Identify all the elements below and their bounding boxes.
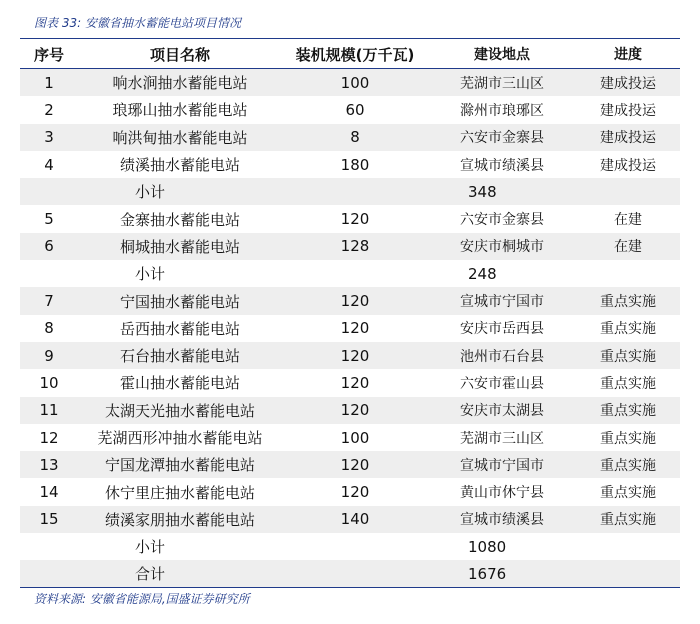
cell-no: 15 xyxy=(39,510,59,529)
subtotal-row xyxy=(20,560,680,587)
table-row xyxy=(20,369,680,396)
cell-capacity: 120 xyxy=(340,455,370,474)
cell-status: 重点实施 xyxy=(600,294,656,311)
cell-no: 14 xyxy=(39,483,59,502)
cell-name: 绩溪家朋抽水蓄能电站 xyxy=(104,510,255,529)
subtotal-value: 348 xyxy=(468,182,497,201)
cell-location: 六安市金寨县 xyxy=(460,130,544,147)
cell-location: 安庆市桐城市 xyxy=(460,239,544,256)
table-header xyxy=(20,40,680,69)
cell-capacity: 120 xyxy=(340,319,370,338)
cell-capacity: 100 xyxy=(340,428,370,447)
cell-capacity: 128 xyxy=(340,237,370,256)
cell-status: 重点实施 xyxy=(600,348,656,365)
cell-location: 芜湖市三山区 xyxy=(460,75,544,92)
cell-status: 在建 xyxy=(614,212,642,229)
cell-location: 宣城市宁国市 xyxy=(460,457,544,474)
cell-capacity: 120 xyxy=(340,373,370,392)
cell-location: 六安市金寨县 xyxy=(460,212,544,229)
cell-name: 宁国抽水蓄能电站 xyxy=(119,292,240,311)
cell-status: 重点实施 xyxy=(600,403,656,420)
table-caption: 图表 33: 安徽省抽水蓄能电站项目情况 xyxy=(34,16,241,30)
header-name: 项目名称 xyxy=(149,45,210,64)
cell-name: 岳西抽水蓄能电站 xyxy=(119,319,240,338)
table-row xyxy=(20,315,680,342)
top-rule xyxy=(20,38,680,39)
cell-capacity: 100 xyxy=(340,73,370,92)
table-row xyxy=(20,151,680,178)
header-capacity: 装机规模(万千瓦) xyxy=(295,45,415,64)
cell-name: 响水涧抽水蓄能电站 xyxy=(112,74,248,93)
subtotal-value: 1080 xyxy=(468,537,507,556)
table-row xyxy=(20,451,680,478)
cell-location: 宣城市绩溪县 xyxy=(460,157,544,174)
subtotal-label: 小计 xyxy=(135,265,166,284)
cell-no: 13 xyxy=(39,455,59,474)
cell-no: 9 xyxy=(44,346,54,365)
cell-name: 金寨抽水蓄能电站 xyxy=(119,210,240,229)
table-row xyxy=(20,287,680,314)
subtotal-label: 小计 xyxy=(135,183,166,202)
cell-name: 芜湖西形冲抽水蓄能电站 xyxy=(97,429,263,447)
cell-name: 宁国龙潭抽水蓄能电站 xyxy=(104,456,255,475)
cell-capacity: 120 xyxy=(340,210,370,229)
table-row xyxy=(20,69,680,96)
cell-status: 在建 xyxy=(614,239,642,256)
cell-name: 琅琊山抽水蓄能电站 xyxy=(112,101,248,120)
cell-capacity: 120 xyxy=(340,401,370,420)
cell-no: 10 xyxy=(39,373,59,392)
table-row xyxy=(20,506,680,533)
subtotal-row xyxy=(20,533,680,560)
cell-no: 4 xyxy=(44,155,54,174)
subtotal-value: 248 xyxy=(468,264,497,283)
cell-no: 2 xyxy=(44,100,54,119)
cell-location: 黄山市休宁县 xyxy=(460,485,544,502)
cell-location: 宣城市绩溪县 xyxy=(460,512,544,529)
cell-no: 6 xyxy=(44,237,54,256)
table-row xyxy=(20,205,680,232)
source-note: 资料来源: 安徽省能源局,国盛证券研究所 xyxy=(34,592,250,606)
cell-status: 重点实施 xyxy=(600,375,656,392)
cell-location: 安庆市太湖县 xyxy=(460,403,544,420)
cell-capacity: 120 xyxy=(340,292,370,311)
cell-status: 重点实施 xyxy=(600,512,656,529)
cell-no: 5 xyxy=(44,210,54,229)
cell-no: 12 xyxy=(39,428,59,447)
cell-status: 重点实施 xyxy=(600,321,656,338)
cell-capacity: 180 xyxy=(340,155,370,174)
cell-status: 建成投运 xyxy=(600,75,656,92)
cell-name: 休宁里庄抽水蓄能电站 xyxy=(104,483,255,502)
cell-name: 响洪甸抽水蓄能电站 xyxy=(112,128,248,147)
cell-name: 绩溪抽水蓄能电站 xyxy=(119,156,240,175)
cell-status: 重点实施 xyxy=(600,430,656,447)
cell-name: 石台抽水蓄能电站 xyxy=(119,347,240,366)
cell-capacity: 120 xyxy=(340,346,370,365)
subtotal-row xyxy=(20,260,680,287)
subtotal-label: 小计 xyxy=(135,538,166,557)
cell-capacity: 8 xyxy=(350,128,360,147)
cell-capacity: 60 xyxy=(345,100,365,119)
bottom-rule xyxy=(20,587,680,588)
cell-name: 霍山抽水蓄能电站 xyxy=(119,374,240,393)
cell-status: 建成投运 xyxy=(600,102,656,119)
cell-location: 芜湖市三山区 xyxy=(460,430,544,447)
cell-no: 11 xyxy=(39,401,59,420)
table-row xyxy=(20,124,680,151)
cell-location: 六安市霍山县 xyxy=(460,375,544,392)
cell-no: 3 xyxy=(44,128,54,147)
cell-name: 太湖天光抽水蓄能电站 xyxy=(104,401,255,420)
table-row xyxy=(20,96,680,123)
header-location: 建设地点 xyxy=(474,47,530,63)
table-row xyxy=(20,478,680,505)
cell-capacity: 120 xyxy=(340,483,370,502)
cell-location: 安庆市岳西县 xyxy=(460,321,544,338)
table-row xyxy=(20,342,680,369)
cell-no: 8 xyxy=(44,319,54,338)
cell-status: 建成投运 xyxy=(600,130,656,147)
cell-location: 池州市石台县 xyxy=(460,348,544,365)
cell-name: 桐城抽水蓄能电站 xyxy=(119,237,240,256)
cell-location: 宣城市宁国市 xyxy=(460,294,544,311)
table-body xyxy=(20,69,680,588)
project-table xyxy=(20,40,680,588)
cell-status: 重点实施 xyxy=(600,485,656,502)
subtotal-value: 1676 xyxy=(468,564,507,583)
cell-status: 建成投运 xyxy=(600,157,656,174)
table-row xyxy=(20,397,680,424)
cell-status: 重点实施 xyxy=(600,457,656,474)
table-row xyxy=(20,233,680,260)
cell-no: 7 xyxy=(44,292,54,311)
subtotal-label: 合计 xyxy=(135,565,166,584)
cell-location: 滁州市琅琊区 xyxy=(460,102,544,119)
table-row xyxy=(20,424,680,451)
cell-capacity: 140 xyxy=(340,510,370,529)
cell-no: 1 xyxy=(44,73,54,92)
header-status: 进度 xyxy=(614,47,642,63)
header-no: 序号 xyxy=(33,45,64,64)
subtotal-row xyxy=(20,178,680,205)
